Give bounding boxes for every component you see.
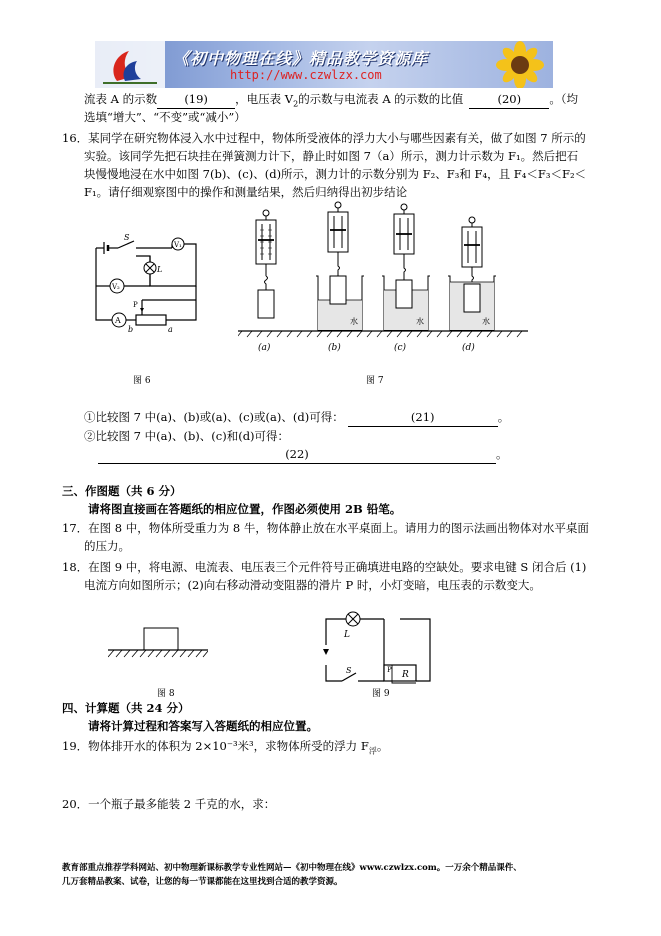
figure-6-caption: 图 6: [133, 376, 151, 386]
figure-9-circuit: [318, 611, 438, 691]
figure-8-caption: 图 8: [157, 689, 175, 699]
svg-text:水: 水: [482, 317, 490, 326]
current-arrow-icon: [323, 649, 329, 655]
section-4-note: 请将计算过程和答案写入答题纸的相应位置。: [88, 719, 318, 733]
blank-22: (22): [98, 446, 496, 464]
q16-line1: 16．某同学在研究物体浸入水中过程中，物体所受液体的浮力大小与哪些因素有关，做了如图 7 所示的: [62, 131, 586, 145]
svg-text:S: S: [346, 666, 352, 675]
label-c: (c): [394, 343, 407, 353]
q20-text: 20．一个瓶子最多能装 2 千克的水，求：: [62, 797, 276, 811]
conclusion-21: ①比较图 7 中(a)、(b)或(a)、(c)或(a)、(d)可得： (21) 。: [84, 409, 509, 427]
blank-20: (20): [469, 91, 549, 109]
setup-c: [382, 204, 430, 330]
figure-8-block: [108, 624, 208, 664]
svg-text:A: A: [115, 316, 121, 325]
section-3-note: 请将图直接画在答题纸的相应位置，作图必须使用 2B 铅笔。: [88, 502, 402, 516]
q19-text: 19．物体排开水的体积为 2×10⁻³米³，求物体所受的浮力 $F_浮$。: [62, 739, 389, 756]
svg-text:P: P: [387, 666, 392, 674]
svg-text:L: L: [344, 630, 350, 640]
section-3-heading: 三、作图题（共 6 分）: [62, 484, 182, 498]
section-4-heading: 四、计算题（共 24 分）: [62, 701, 190, 715]
svg-text:P: P: [133, 301, 138, 309]
setup-d: [448, 217, 496, 330]
svg-text:水: 水: [350, 317, 358, 326]
q17-line2: 的压力。: [84, 539, 130, 553]
blank-19: (19): [157, 91, 235, 109]
sunflower-icon: [487, 41, 553, 88]
svg-text:b: b: [128, 325, 134, 334]
figure-6-circuit: [90, 226, 210, 336]
figure-7-experiment: [238, 200, 528, 360]
figure-9-caption: 图 9: [372, 689, 390, 699]
blank-21: (21): [348, 409, 498, 427]
q17-line1: 17．在图 8 中，物体所受重力为 8 牛，物体静止放在水平桌面上。请用力的图示法画出物体对水平桌面: [62, 521, 589, 535]
conclusion-22-answer: (22) 。: [98, 446, 508, 464]
svg-text:水: 水: [416, 317, 424, 326]
logo-icon: [95, 41, 165, 88]
label-b: (b): [328, 343, 341, 353]
q15-line1: 流表 A 的示数 (19) ，电压表 $V_2$的示数与电流表 A 的示数的比值 (20) 。（均: [84, 92, 579, 109]
svg-text:a: a: [168, 325, 173, 334]
q18-line2: 电流方向如图所示；(2)向右移动滑动变阻器的滑片 P 时，小灯变暗，电压表的示数变大。: [84, 578, 541, 592]
footer-line1: 教育部重点推荐学科网站、初中物理新课标教学专业性网站—《初中物理在线》www.czwlzx.com。一万余个精品课件、: [62, 863, 522, 873]
q15-line2: 选填“增大”、“不变”或“减小”）: [84, 110, 246, 124]
q16-line3: 块慢慢地浸在水中如图 7(b)、(c)、(d)所示，测力计的示数分别为 F₂、F₃和 F₄，且 F₄＜F₃＜F₂＜: [84, 167, 587, 181]
setup-b: [316, 202, 364, 330]
svg-text:V₂: V₂: [112, 283, 120, 291]
figure-7-caption: 图 7: [366, 376, 384, 386]
svg-text:S: S: [124, 233, 130, 242]
footer-line2: 几万套精品教案、试卷，让您的每一节课都能在这里找到合适的教学资源。: [62, 877, 343, 887]
banner-title: 《初中物理在线》精品教学资源库: [173, 49, 429, 68]
q16-line4: F₁。请仔细观察图中的操作和测量结果，然后归纳得出初步结论: [84, 185, 408, 199]
svg-text:L: L: [157, 265, 163, 274]
header-banner: [95, 41, 553, 88]
q18-line1: 18．在图 9 中，将电源、电流表、电压表三个元件符号正确填进电路的空缺处。要求电键 S 闭合后 (1): [62, 560, 587, 574]
svg-text:V₁: V₁: [174, 241, 182, 249]
setup-a: [256, 210, 276, 318]
banner-url: http://www.czwlzx.com: [230, 68, 382, 82]
q16-line2: 实验。该同学先把石块挂在弹簧测力计下，静止时如图 7（a）所示，测力计示数为 F₁。然后把石: [84, 149, 579, 163]
conclusion-22-prompt: ②比较图 7 中(a)、(b)、(c)和(d)可得：: [84, 429, 290, 443]
svg-text:R: R: [402, 670, 409, 680]
label-a: (a): [258, 343, 271, 353]
label-d: (d): [462, 343, 475, 353]
